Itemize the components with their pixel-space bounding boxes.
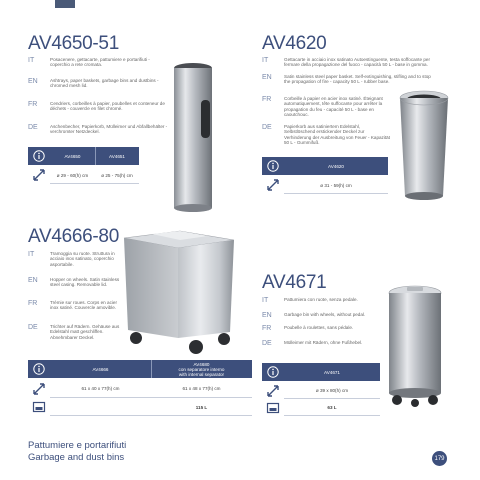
lang-label: DE: [262, 340, 272, 347]
page-number-badge: 179: [432, 451, 447, 466]
capacity-cell: 115 L: [195, 404, 208, 410]
description-de: [262, 340, 382, 348]
lang-label: EN: [28, 277, 38, 284]
capacity-cell: [50, 400, 151, 414]
description-text: Trémie sur roues. Corps en acier inox satiné. Couvercle amovible.: [50, 300, 117, 311]
lang-label: FR: [262, 96, 272, 103]
description-en: [28, 78, 168, 89]
description-text: Trichter auf Rädern. Gehäuse aus Edelstahl matt geschliffen. Abnehmbarer Deckel.: [50, 324, 120, 340]
description-text: Pattumiera con ruote, senza pedale.: [284, 297, 358, 302]
description-it: [262, 297, 382, 305]
hopper-on-wheels-image: [120, 226, 238, 358]
lang-label: IT: [28, 251, 35, 258]
spec-table-av4650-51: [28, 147, 139, 191]
capacity-icon: [262, 399, 284, 417]
description-fr: [28, 101, 168, 112]
description-fr: [28, 300, 124, 311]
product-code-av4666-80: AV4666-80: [28, 226, 119, 247]
lang-label: EN: [262, 74, 272, 81]
capacity-cell: 63 L: [327, 404, 337, 410]
dimension-cell: ø 25 - 75(h) cm: [101, 172, 133, 178]
description-fr: [262, 325, 382, 333]
page-tab-marker: [55, 0, 75, 8]
description-de: [262, 124, 392, 146]
dimension-cell: ø 31 - 59(h) cm: [320, 182, 352, 188]
lang-label: IT: [262, 297, 269, 304]
info-icon: [28, 360, 50, 378]
dimension-cell: ø 39 x 80(h) cm: [315, 387, 349, 393]
lang-label: DE: [262, 124, 272, 131]
description-text: Papierkorb aus satiniertem Edelstahl, Selbstlöschend erstickender Deckel zur Verhinderung der Ausbreitung von Feuer - Kapazität 50 L - Gummifuß.: [284, 124, 390, 146]
description-text: Posacenere, gettacarte, pattumiere e portarifiuti - coperchio a rete cromata.: [50, 57, 150, 68]
footer-title-english: Garbage and dust bins: [28, 452, 125, 463]
dimensions-icon: [262, 176, 284, 194]
lang-label: FR: [28, 101, 38, 108]
dimensions-icon: [262, 382, 284, 400]
lang-label: IT: [262, 57, 269, 64]
lang-label: FR: [28, 300, 38, 307]
capacity-icon: [28, 398, 50, 416]
header-cell: AV4680 con separatore interno with internal separator: [178, 361, 225, 377]
ashtray-bin-image: [168, 60, 218, 215]
description-text: Corbeille à papier en acier inox satiné. Éteignant automatiquement, tête suffocante pour arrêter la propagation du feu - capacité 50 L - base en caoutchouc.: [284, 96, 383, 118]
description-text: Hopper on wheels. Satin stainless steel casing. Removable lid.: [50, 277, 120, 288]
lang-label: DE: [28, 124, 38, 131]
dimension-cell: 61 x 48 x 77(h) cm: [182, 385, 221, 391]
product-code-av4671: AV4671: [262, 272, 327, 293]
description-text: Aschenbecher, Papierkorb, Mülleimer und Abfallbehälter - verchromter Netzdeckel.: [50, 124, 168, 135]
dimensions-icon: [28, 380, 50, 398]
description-text: Gettacarte in acciaio inox satinato Autoestinguente, testa soffocante per fermare della propagazione del fuoco - capacità 50 L - base in gomma.: [284, 57, 430, 68]
header-cell: AV4651: [108, 153, 125, 159]
lang-label: DE: [28, 324, 38, 331]
description-text: Poubelle à roulettes, sans pédale.: [284, 325, 354, 330]
description-en: [262, 312, 382, 320]
description-it: [28, 251, 124, 267]
description-text: Cendriers, corbeilles à papier, poubelles et conteneur de déchets - couvercle en filet chromé.: [50, 101, 165, 112]
paper-basket-image: [396, 88, 452, 204]
spec-table-av4671: [262, 363, 380, 415]
description-en: [28, 277, 124, 288]
description-de: [28, 124, 168, 135]
description-fr: [262, 96, 392, 118]
lang-label: FR: [262, 325, 272, 332]
dimension-cell: 61 x 40 x 77(h) cm: [81, 385, 120, 391]
info-icon: [262, 363, 284, 381]
info-icon: [28, 147, 50, 165]
wheeled-garbage-bin-image: [385, 283, 445, 409]
dimensions-icon: [28, 166, 50, 184]
header-cell: AV4671: [323, 369, 340, 375]
description-it: [28, 57, 168, 68]
spec-table-av4620: [262, 157, 388, 199]
header-cell: AV4620: [327, 163, 344, 169]
description-en: [262, 74, 432, 85]
lang-label: IT: [28, 57, 35, 64]
description-text: Garbage bin with wheels, without pedal.: [284, 312, 366, 317]
description-text: Mülleimer mit Rädern, ohne Fußhebel.: [284, 340, 363, 345]
lang-label: EN: [28, 78, 38, 85]
product-code-av4650-51: AV4650-51: [28, 33, 119, 54]
description-text: Tramoggia su ruote. Struttura in acciaio inox satinato, coperchio asportabile.: [50, 251, 115, 267]
product-code-av4620: AV4620: [262, 33, 327, 54]
spec-table-av4666-80: [28, 360, 252, 416]
header-cell: AV4666: [92, 366, 109, 372]
description-text: Satin stainless steel paper basket. Self-extinguishing, stifling and to stop the propagation of fire - capacity 50 L - rubber base.: [284, 74, 431, 85]
description-it: [262, 57, 442, 68]
description-text: Ashtrays, paper baskets, garbage bins and dustbins - chromed mesh lid.: [50, 78, 159, 89]
info-icon: [262, 157, 284, 175]
description-de: [28, 324, 124, 340]
header-cell: AV4650: [64, 153, 81, 159]
dimension-cell: ø 29 - 60(h) cm: [56, 172, 89, 178]
lang-label: EN: [262, 312, 272, 319]
footer-title-italian: Pattumiere e portarifiuti: [28, 440, 127, 451]
